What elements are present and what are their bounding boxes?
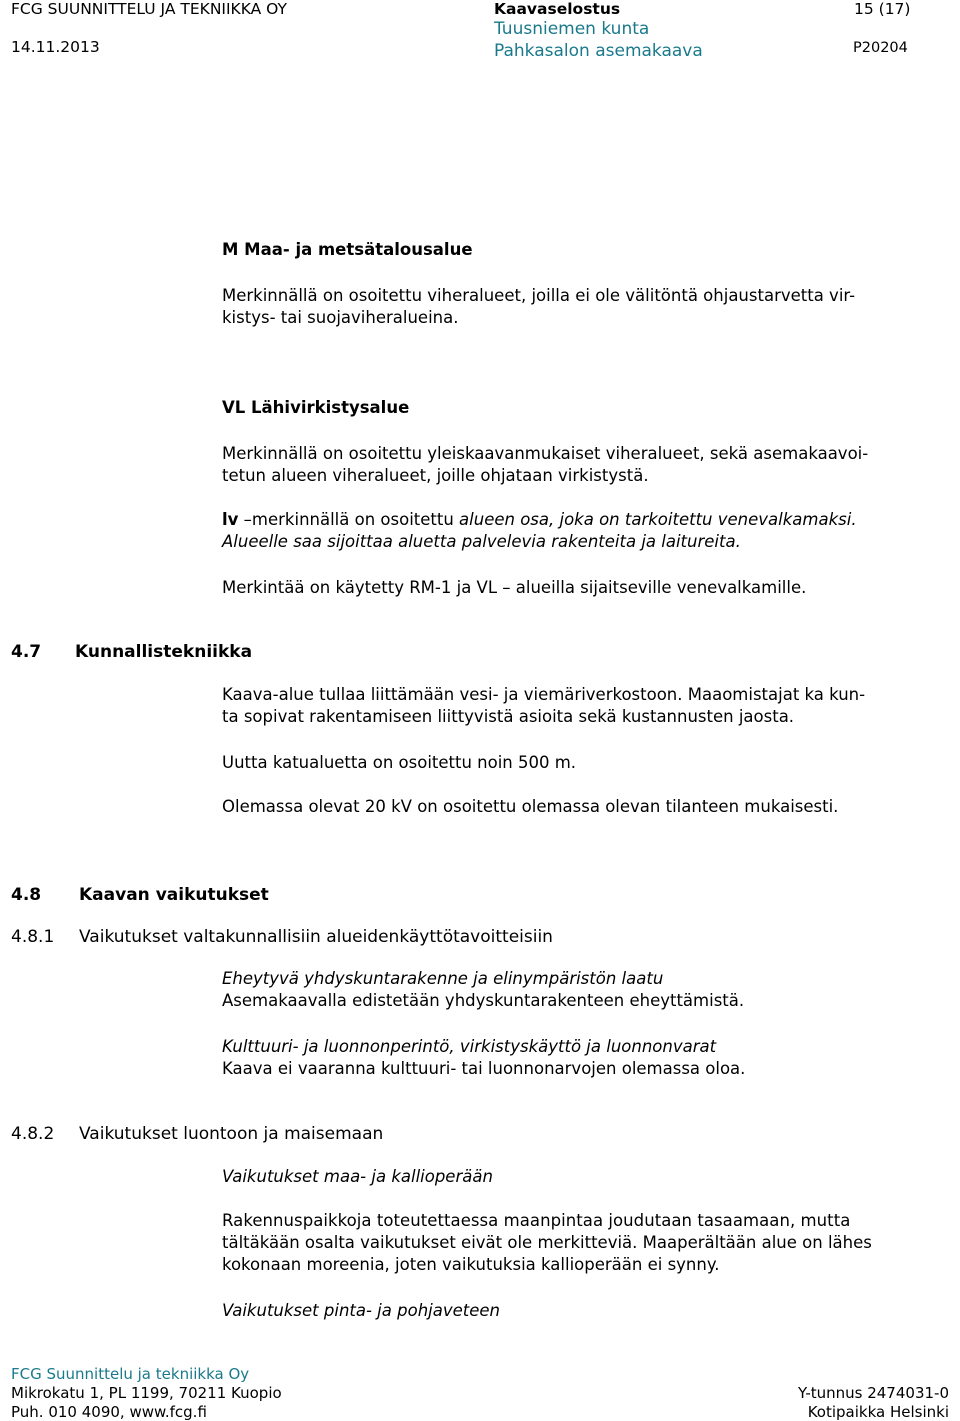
- vl-usage-text: Merkintää on käytetty RM-1 ja VL – alueilla sijaitseville venevalkamille.: [222, 578, 807, 597]
- section-47-p3: Olemassa olevat 20 kV on osoitettu olemassa olevan tilanteen mukaisesti.: [222, 797, 839, 816]
- header-company: FCG SUUNNITTELU JA TEKNIIKKA OY: [11, 0, 287, 18]
- lv-code: lv: [222, 510, 239, 529]
- section-47-title: Kunnallistekniikka: [75, 642, 253, 662]
- lv-italic-text: alueen osa, joka on tarkoitettu venevalkamaksi.: [459, 510, 857, 529]
- section-48-number: 4.8: [11, 885, 42, 905]
- header-municipality: Tuusniemen kunta: [494, 19, 650, 39]
- lv-paragraph-line2: Alueelle saa sijoittaa aluetta palvelevia rakenteita ja laitureita.: [222, 532, 741, 551]
- header-project-code: P20204: [853, 40, 908, 56]
- footer-address: Mikrokatu 1, PL 1199, 70211 Kuopio: [11, 1384, 282, 1402]
- section-482-p1-line2: tältäkään osalta vaikutukset eivät ole merkitteviä. Maaperältään alue on lähes: [222, 1233, 872, 1252]
- section-481-sub1-text: Asemakaavalla edistetään yhdyskuntarakenteen eheyttämistä.: [222, 991, 745, 1010]
- footer-company: FCG Suunnittelu ja tekniikka Oy: [11, 1365, 250, 1383]
- section-vl-title: VL Lähivirkistysalue: [222, 398, 410, 417]
- footer-domicile: Kotipaikka Helsinki: [807, 1403, 949, 1421]
- header-page-number: 15 (17): [854, 0, 911, 18]
- lv-paragraph-line1: [222, 508, 857, 531]
- section-vl-line1: Merkinnällä on osoitettu yleiskaavanmukaiset viheralueet, sekä asemakaavoi-: [222, 444, 869, 463]
- section-47-p1-line1: Kaava-alue tullaa liittämään vesi- ja viemäriverkostoon. Maaomistajat ka kun-: [222, 685, 866, 704]
- header-plan-name: Pahkasalon asemakaava: [494, 41, 703, 61]
- section-481-number: 4.8.1: [11, 927, 55, 947]
- section-482-p1-line1: Rakennuspaikkoja toteutettaessa maanpintaa joudutaan tasaamaan, mutta: [222, 1211, 851, 1230]
- section-481-sub1-title: Eheytyvä yhdyskuntarakenne ja elinympäristön laatu: [222, 969, 664, 988]
- section-481-sub2-text: Kaava ei vaaranna kulttuuri- tai luonnonarvojen olemassa oloa.: [222, 1059, 746, 1078]
- section-m-line2: kistys- tai suojaviheralueina.: [222, 308, 459, 327]
- section-48-title: Kaavan vaikutukset: [79, 885, 269, 905]
- section-482-sub2-title: Vaikutukset pinta- ja pohjaveteen: [222, 1301, 500, 1320]
- section-47-number: 4.7: [11, 642, 42, 662]
- section-482-number: 4.8.2: [11, 1124, 55, 1144]
- footer-business-id: Y-tunnus 2474031-0: [797, 1384, 949, 1402]
- header-date: 14.11.2013: [11, 38, 100, 56]
- section-482-p1-line3: kokonaan moreenia, joten vaikutuksia kallioperään ei synny.: [222, 1255, 720, 1274]
- section-482-sub1-title: Vaikutukset maa- ja kallioperään: [222, 1167, 493, 1186]
- section-47-p1-line2: ta sopivat rakentamiseen liittyvistä asioita sekä kustannusten jaosta.: [222, 707, 795, 726]
- section-m-line1: Merkinnällä on osoitettu viheralueet, joilla ei ole välitöntä ohjaustarvetta vir-: [222, 286, 856, 305]
- section-482-title: Vaikutukset luontoon ja maisemaan: [79, 1124, 384, 1144]
- lv-plain-text: –merkinnällä on osoitettu: [238, 510, 460, 529]
- section-481-title: Vaikutukset valtakunnallisiin alueidenkäyttötavoitteisiin: [79, 927, 553, 947]
- header-doc-type: Kaavaselostus: [494, 0, 621, 18]
- section-47-p2: Uutta katualuetta on osoitettu noin 500 m.: [222, 753, 577, 772]
- footer-phone-web: Puh. 010 4090, www.fcg.fi: [11, 1403, 207, 1421]
- section-vl-line2: tetun alueen viheralueet, joille ohjataan virkistystä.: [222, 466, 649, 485]
- section-m-title: M Maa- ja metsätalousalue: [222, 240, 473, 259]
- section-481-sub2-title: Kulttuuri- ja luonnonperintö, virkistyskäyttö ja luonnonvarat: [222, 1037, 717, 1056]
